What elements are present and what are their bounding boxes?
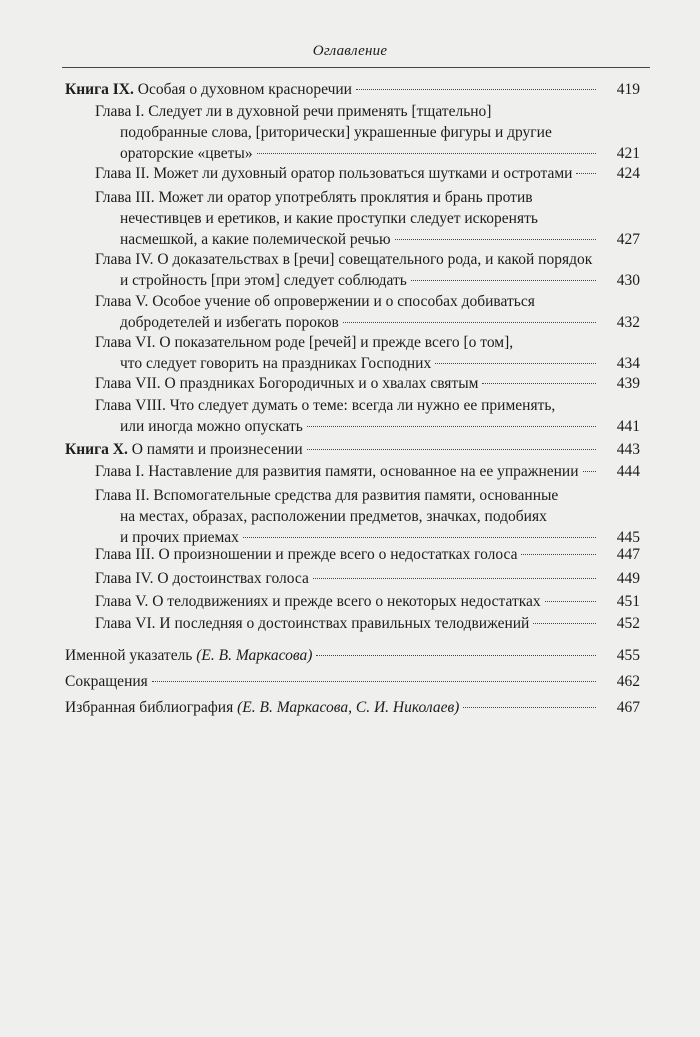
toc-entry-title: Глава V. Особое учение об опровержении и о способах добиваться bbox=[95, 293, 535, 310]
toc-entry-title: Глава III. Может ли оратор употреблять проклятия и брань против bbox=[95, 189, 533, 206]
dot-leader bbox=[533, 623, 596, 624]
dot-leader bbox=[583, 471, 596, 472]
page-number: 451 bbox=[616, 593, 640, 610]
dot-leader bbox=[316, 655, 596, 656]
page-number: 427 bbox=[616, 231, 640, 248]
dot-leader bbox=[356, 89, 596, 90]
toc-entry-title: Глава I. Следует ли в духовной речи применять [тщательно] bbox=[95, 103, 492, 120]
book-number: Книга X. bbox=[65, 441, 128, 458]
toc-entry-title: добродетелей и избегать пороков bbox=[120, 314, 339, 331]
toc-entry-title: Глава VII. О праздниках Богородичных и о хвалах святым bbox=[95, 375, 479, 392]
page-number: 447 bbox=[616, 546, 640, 563]
toc-entry-line bbox=[95, 374, 598, 394]
toc-entry-line bbox=[95, 614, 598, 634]
toc-entry-title: Глава V. О телодвижениях и прежде всего о некоторых недостатках bbox=[95, 593, 541, 610]
page-number: 421 bbox=[616, 145, 640, 162]
dot-leader bbox=[307, 426, 596, 427]
toc-entry-line bbox=[120, 417, 598, 437]
page-number: 444 bbox=[616, 463, 640, 480]
page-header: Оглавление bbox=[312, 43, 388, 59]
toc-entry-title: Именной указатель bbox=[65, 647, 193, 664]
toc-entry-title: ораторские «цветы» bbox=[120, 145, 253, 162]
toc-entry-title: Глава IV. О достоинствах голоса bbox=[95, 570, 309, 587]
toc-entry-line bbox=[95, 545, 598, 565]
dot-leader bbox=[257, 153, 596, 154]
toc-entry-title: Глава VI. И последняя о достоинствах правильных телодвижений bbox=[95, 615, 530, 632]
toc-entry-title: нечестивцев и еретиков, и какие проступки следует искоренять bbox=[120, 210, 538, 227]
toc-entry-line bbox=[95, 250, 592, 270]
toc-entry-title: насмешкой, а какие полемической речью bbox=[120, 231, 391, 248]
toc-entry-author: (Е. В. Маркасова, С. И. Николаев) bbox=[237, 699, 460, 716]
toc-entry-line bbox=[120, 209, 538, 229]
toc-entry-line bbox=[65, 698, 598, 718]
toc-entry-title: и стройность [при этом] следует соблюдать bbox=[120, 272, 407, 289]
toc-entry-line bbox=[120, 507, 547, 527]
toc-entry-title: Глава III. О произношении и прежде всего о недостатках голоса bbox=[95, 546, 518, 563]
toc-entry-line bbox=[120, 271, 598, 291]
toc-entry-title: подобранные слова, [риторически] украшенные фигуры и другие bbox=[120, 124, 552, 141]
dot-leader bbox=[395, 239, 596, 240]
toc-entry-line bbox=[95, 164, 598, 184]
toc-entry-line bbox=[65, 80, 598, 100]
toc-entry-line bbox=[95, 569, 598, 589]
dot-leader bbox=[243, 537, 596, 538]
toc-entry-title: Глава IV. О доказательствах в [речи] совещательного рода, и какой порядок bbox=[95, 251, 593, 268]
dot-leader bbox=[463, 707, 596, 708]
page-number: 424 bbox=[616, 165, 640, 182]
toc-entry-title: Сокращения bbox=[65, 673, 148, 690]
page-number: 449 bbox=[616, 570, 640, 587]
toc-entry-line bbox=[120, 144, 598, 164]
page-number: 434 bbox=[616, 355, 640, 372]
dot-leader bbox=[343, 322, 596, 323]
toc-entry-title: или иногда можно опускать bbox=[120, 418, 303, 435]
toc-entry-title: и прочих приемах bbox=[120, 529, 239, 546]
dot-leader bbox=[545, 601, 596, 602]
toc-entry-line bbox=[65, 440, 598, 460]
dot-leader bbox=[152, 681, 596, 682]
toc-entry-line bbox=[95, 333, 513, 353]
dot-leader bbox=[307, 449, 596, 450]
toc-entry-title: Избранная библиография bbox=[65, 699, 234, 716]
dot-leader bbox=[411, 280, 596, 281]
toc-entry-line bbox=[95, 486, 558, 506]
toc-entry-author: (Е. В. Маркасова) bbox=[196, 647, 313, 664]
page-number: 455 bbox=[616, 647, 640, 664]
toc-entry-line bbox=[95, 102, 491, 122]
toc-entry-line bbox=[95, 396, 555, 416]
toc-entry-line bbox=[95, 592, 598, 612]
page-number: 462 bbox=[616, 673, 640, 690]
page-number: 419 bbox=[616, 81, 640, 98]
dot-leader bbox=[521, 554, 596, 555]
page-number: 452 bbox=[616, 615, 640, 632]
toc-entry-line bbox=[120, 123, 552, 143]
page-number: 441 bbox=[616, 418, 640, 435]
toc-entry-title: на местах, образах, расположении предметов, значках, подобиях bbox=[120, 508, 547, 525]
dot-leader bbox=[482, 383, 596, 384]
toc-entry-line bbox=[120, 230, 598, 250]
toc-entry-line bbox=[120, 354, 598, 374]
toc-entry-line bbox=[65, 672, 598, 692]
toc-entry-title: Глава II. Может ли духовный оратор пользоваться шутками и остротами bbox=[95, 165, 573, 182]
page-number: 432 bbox=[616, 314, 640, 331]
page-number: 439 bbox=[616, 375, 640, 392]
toc-entry-title: Особая о духовном красноречии bbox=[137, 81, 352, 98]
dot-leader bbox=[576, 173, 596, 174]
book-number: Книга IX. bbox=[65, 81, 134, 98]
toc-entry-line bbox=[120, 313, 598, 333]
toc-entry-title: Глава I. Наставление для развития памяти, основанное на ее упражнении bbox=[95, 463, 579, 480]
toc-entry-line bbox=[95, 462, 598, 482]
page-number: 443 bbox=[616, 441, 640, 458]
toc-entry-title: Глава VIII. Что следует думать о теме: всегда ли нужно ее применять, bbox=[95, 397, 556, 414]
page-number: 445 bbox=[616, 529, 640, 546]
toc-entry-title: Глава II. Вспомогательные средства для развития памяти, основанные bbox=[95, 487, 559, 504]
page-number: 430 bbox=[616, 272, 640, 289]
page-number: 467 bbox=[616, 699, 640, 716]
toc-entry-line bbox=[65, 646, 598, 666]
toc-entry-title: О памяти и произнесении bbox=[131, 441, 303, 458]
toc-entry-line bbox=[95, 188, 533, 208]
toc-entry-title: что следует говорить на праздниках Господних bbox=[120, 355, 432, 372]
dot-leader bbox=[435, 363, 596, 364]
toc-entry-line bbox=[95, 292, 535, 312]
dot-leader bbox=[313, 578, 596, 579]
toc-entry-title: Глава VI. О показательном роде [речей] и прежде всего [о том], bbox=[95, 334, 514, 351]
header-rule bbox=[62, 67, 650, 68]
